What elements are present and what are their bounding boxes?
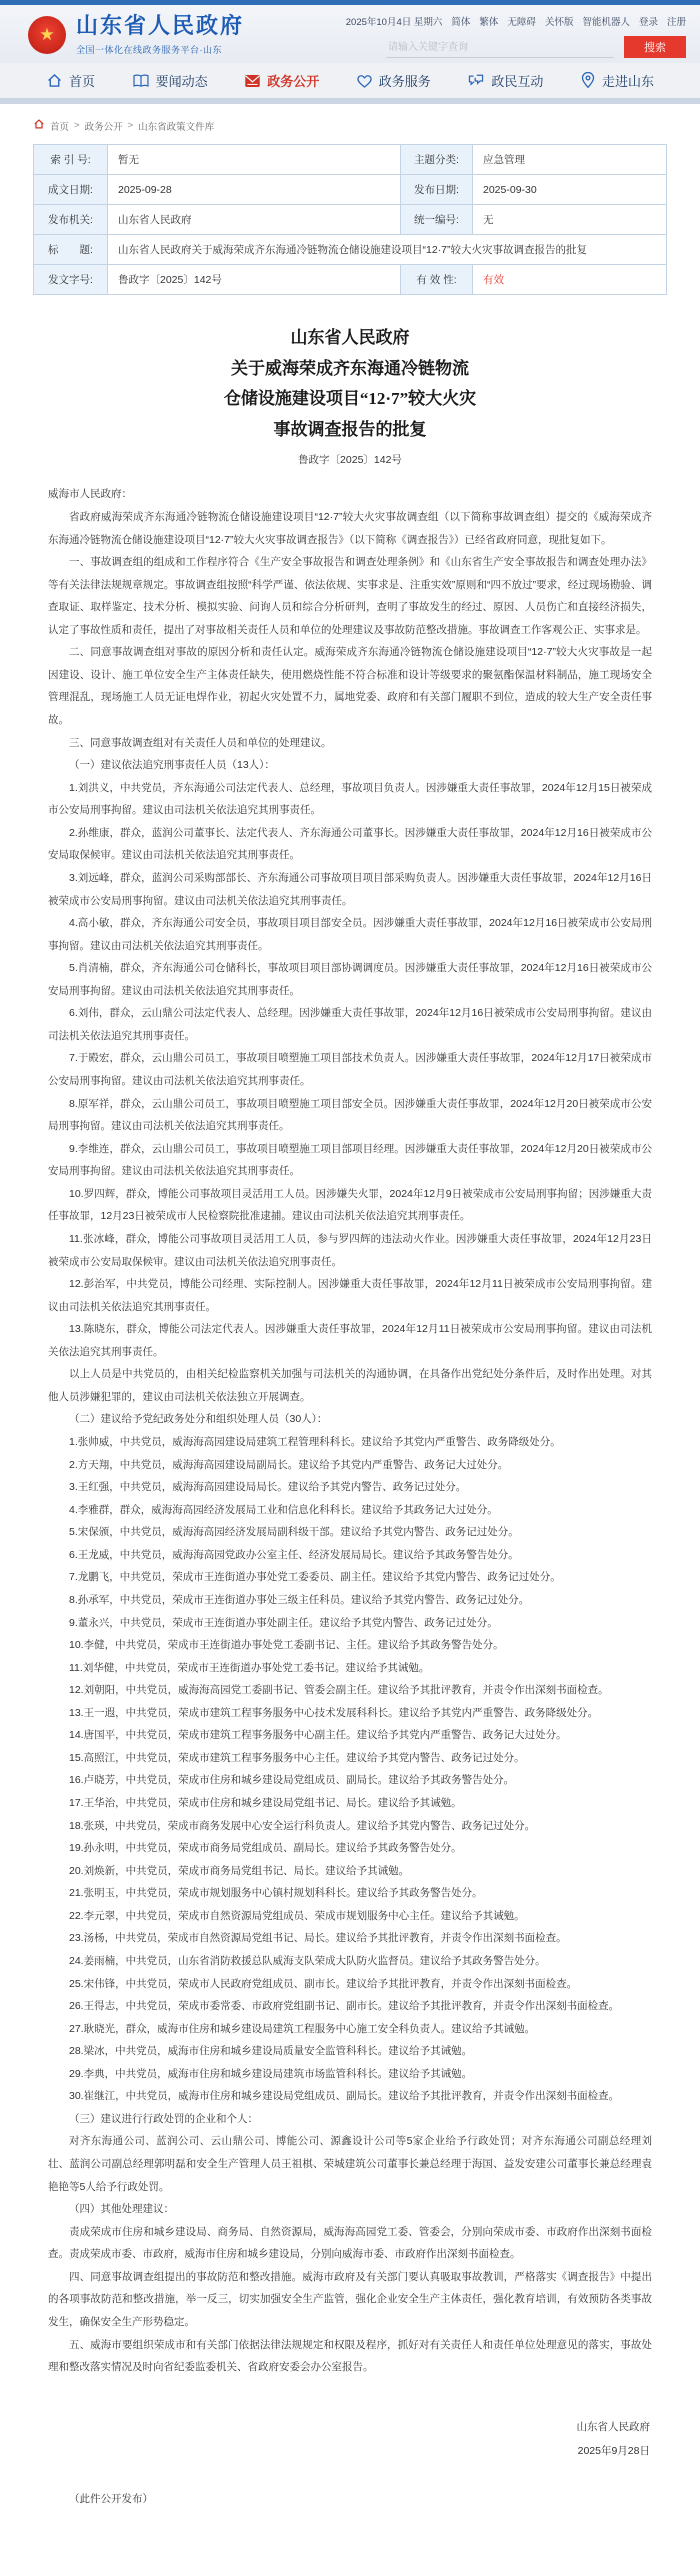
issuing-org-label: 发布机关: (34, 205, 108, 235)
unified-no-label: 统一编号: (401, 205, 473, 235)
document-meta-table (33, 144, 667, 295)
paragraph: 3.王红强，中共党员，威海海高园建设局局长。建议给予其党内警告、政务记过处分。 (69, 1481, 467, 1494)
document-number: 鲁政字〔2025〕142号 (298, 454, 402, 467)
paragraph: 16.卢晓芳，中共党员，荣成市住房和城乡建设局党组成员、副局长。建议给予其政务警告处分。 (69, 1774, 515, 1787)
site-title: 山东省人民政府 (76, 13, 245, 39)
paragraph: 28.梁冰，中共党员，威海市住房和城乡建设局质量安全监管科科长。建议给予其诫勉。 (69, 2045, 473, 2058)
paragraph: 12.彭治军，中共党员，博能公司经理、实际控制人。因涉嫌重大责任事故罪，2024年12月11日被荣成市公安局刑事拘留。建议由司法机关依法追究其刑事责任。 (48, 1278, 652, 1313)
nav-item-news[interactable]: 要闻动态 (132, 71, 208, 90)
paragraph: 以上人员是中共党员的，由相关纪检监察机关加强与司法机关的沟通协调，在具备作出党纪处分条件后，及时作出处理。对其他人员涉嫌犯罪的，建议由司法机关依法独立开展调查。 (48, 1368, 652, 1403)
validity-value: 有效 (473, 265, 667, 295)
publish-date-label: 发布日期: (401, 175, 473, 205)
news-icon (132, 73, 150, 89)
document-title: 山东省人民政府 关于威海荣成齐东海通冷链物流 仓储设施建设项目“12·7”较大火灾 事故调查报告的批复 (223, 328, 477, 439)
paragraph: 7.于殿宏，群众，云山鼎公司员工，事故项目喷塑施工项目部技术负责人。因涉嫌重大责任事故罪，2024年12月17日被荣成市公安局刑事拘留。建议由司法机关依法追究其刑事责任。 (48, 1052, 652, 1087)
document-body (48, 506, 652, 2379)
link-register[interactable]: 注册 (666, 17, 686, 28)
nav-item-services[interactable]: 政务服务 (356, 71, 431, 90)
paragraph: 17.王华治，中共党员，荣成市住房和城乡建设局党组书记、局长。建议给予其诫勉。 (69, 1797, 462, 1809)
paragraph: 9.李维连，群众，云山鼎公司员工，事故项目喷塑施工项目部项目经理。因涉嫌重大责任事故罪，2024年12月20日被荣成市公安局刑事拘留。建议由司法机关依法追究其刑事责任。 (48, 1142, 652, 1178)
table-row (34, 235, 667, 265)
index-no-value: 暂无 (108, 145, 401, 175)
search-button[interactable]: 搜索 (624, 36, 686, 58)
current-date: 2025年10月4日 星期六 (345, 17, 443, 28)
paragraph: 11.张冰峰，群众，博能公司事故项目灵活用工人员，参与罗四辉的违法动火作业。因涉嫌重大责任事故罪，2024年12月23日被荣成市公安局取保候审。建议由司法机关依法追究刑事责任。 (48, 1232, 652, 1268)
category-value: 应急管理 (473, 145, 667, 175)
table-row (34, 205, 667, 235)
paragraph: 27.耿晓光，群众，威海市住房和城乡建设局建筑工程服务中心施工安全科负责人。建议给予其诫勉。 (69, 2022, 536, 2035)
paragraph: 21.张明玉，中共党员，荣成市规划服务中心镇村规划科科长。建议给予其政务警告处分。 (69, 1887, 483, 1900)
paragraph: 三、同意事故调查组对有关责任人员和单位的处理建议。 (69, 736, 332, 749)
paragraph: 7.龙鹏飞，中共党员，荣成市王连街道办事处党工委委员、副主任。建议给予其党内警告、政务记过处分。 (69, 1571, 561, 1584)
signature-org: 山东省人民政府 (576, 2420, 650, 2433)
paragraph: 29.李典，中共党员，威海市住房和城乡建设局建筑市场监管科科长。建议给予其诫勉。 (69, 2067, 473, 2080)
link-traditional[interactable]: 繁体 (479, 17, 499, 28)
doc-no-label: 发文字号: (34, 265, 108, 295)
paragraph: 13.王一遐，中共党员，荣成市建筑工程事务服务中心技术发展科科长。建议给予其党内严重警告、政务降级处分。 (69, 1706, 599, 1719)
site-subtitle: 全国一体化在线政务服务平台·山东 (76, 44, 222, 55)
search-input[interactable] (386, 38, 614, 58)
paragraph: （三）建议进行行政处罚的企业和个人： (69, 2112, 258, 2125)
paragraph: 一、事故调查组的组成和工作程序符合《生产安全事故报告和调查处理条例》和《山东省生产安全事故报告和调查处理办法》等有关法律法规规章规定。事故调查组按照“科学严谨、依法依规、实事求是、注重实效”原则和“四不放过”要求，经过现场勘验、调查取证、取样鉴定、技术分析、模拟实验、问询人员和综合分析研判，查明了事故发生的经过、原因、人员伤亡和直接经济损失，认定了事故性质和责任，提出了对事故相关责任人员和单位的处理建议及事故防范整改措施。事故调查工作客观公正、实事求是。 (48, 556, 652, 636)
written-date-value: 2025-09-28 (108, 175, 401, 205)
services-icon (356, 73, 373, 89)
paragraph: 26.王得志，中共党员，荣成市委常委、市政府党组副书记、副市长。建议给予其批评教育，并责令作出深刻书面检查。 (69, 2000, 620, 2013)
paragraph: 25.宋伟锋，中共党员，荣成市人民政府党组成员、副市长。建议给予其批评教育，并责令作出深刻书面检查。 (69, 1977, 578, 1990)
main-nav (0, 63, 700, 104)
interaction-icon (467, 73, 485, 89)
paragraph: 14.唐国平，中共党员，荣成市建筑工程事务服务中心副主任。建议给予其党内严重警告、政务记大过处分。 (69, 1729, 567, 1742)
signature-block (48, 2415, 652, 2463)
category-label: 主题分类: (401, 145, 473, 175)
title-value: 山东省人民政府关于威海荣成齐东海通冷链物流仓储设施建设项目“12·7”较大火灾事故调查报告的批复 (108, 235, 667, 265)
paragraph: 对齐东海通公司、蓝润公司、云山鼎公司、博能公司、源鑫设计公司等5家企业给予行政处罚；对齐东海通公司副总经理刘壮、蓝润公司副总经理郭明磊和安全生产管理人员王祖棋、荣城建筑公司董事长兼总经理于海国、益发安建公司董事长兼总经理袁艳艳等5人给予行政处罚。 (48, 2135, 652, 2193)
paragraph: 8.孙承军，中共党员，荣成市王连街道办事处三级主任科员。建议给予其党内警告、政务记过处分。 (69, 1593, 530, 1606)
paragraph: 10.李健，中共党员，荣成市王连街道办事处党工委副书记、主任。建议给予其政务警告处分。 (69, 1639, 504, 1652)
nav-item-shandong[interactable]: 走进山东 (580, 71, 654, 90)
paragraph: 5.宋保颁，中共党员，威海海高园经济发展局副科级干部。建议给予其党内警告、政务记过处分。 (69, 1526, 519, 1539)
paragraph: 24.姜雨楠，中共党员，山东省消防救援总队威海支队荣成大队防火监督员。建议给予其政务警告处分。 (69, 1954, 546, 1967)
paragraph: 4.高小敏，群众，齐东海通公司安全员，事故项目项目部安全员。因涉嫌重大责任事故罪，2024年12月16日被荣成市公安局刑事拘留。建议由司法机关依法追究其刑事责任。 (48, 917, 652, 952)
paragraph: 23.汤杨，中共党员，荣成市自然资源局党组书记、局长。建议给予其批评教育，并责令作出深刻书面检查。 (69, 1932, 567, 1945)
document-content (0, 295, 700, 2560)
paragraph: 18.张瑛，中共党员，荣成市商务发展中心安全运行科负责人。建议给予其党内警告、政务记过处分。 (69, 1819, 536, 1832)
paragraph: （一）建议依法追究刑事责任人员（13人）： (69, 759, 275, 772)
paragraph: 19.孙永明，中共党员，荣成市商务局党组成员、副局长。建议给予其政务警告处分。 (69, 1842, 462, 1855)
breadcrumb-home-icon (33, 118, 45, 133)
paragraph: 5.肖清楠，群众，齐东海通公司仓储科长，事故项目项目部协调调度员。因涉嫌重大责任事故罪，2024年12月16日被荣成市公安局刑事拘留。建议由司法机关依法追究其刑事责任。 (48, 962, 652, 997)
breadcrumb-policy-library: 山东省政策文件库 (138, 121, 215, 133)
paragraph: 12.刘朝阳，中共党员，威海海高园党工委副书记、管委会副主任。建议给予其批评教育，并责令作出深刻书面检查。 (69, 1684, 609, 1697)
doc-no-value: 鲁政字〔2025〕142号 (108, 265, 401, 295)
site-brand[interactable] (28, 14, 244, 55)
publish-date-value: 2025-09-30 (473, 175, 667, 205)
paragraph: 11.刘华健，中共党员，荣成市王连街道办事处党工委书记。建议给予其诫勉。 (69, 1661, 430, 1674)
paragraph: 22.李元翠，中共党员，荣成市自然资源局党组成员、荣成市规划服务中心主任。建议给予其诫勉。 (69, 1909, 525, 1922)
link-accessibility[interactable]: 无障碍 (507, 17, 536, 28)
issuing-org-value: 山东省人民政府 (108, 205, 401, 235)
breadcrumb: 首页 > 政务公开 > 山东省政策文件库 (33, 118, 667, 133)
written-date-label: 成文日期: (34, 175, 108, 205)
unified-no-value: 无 (473, 205, 667, 235)
top-links (346, 14, 686, 28)
title-label: 标 题: (34, 235, 108, 265)
home-icon (46, 72, 63, 89)
paragraph: 10.罗四辉，群众，博能公司事故项目灵活用工人员。因涉嫌失火罪，2024年12月9日被荣成市公安局刑事拘留；因涉嫌重大责任事故罪，12月23日被荣成市人民检察院批准逮捕。建议由司法机关依法追究其刑事责任。 (48, 1187, 652, 1223)
map-pin-icon (580, 72, 596, 89)
paragraph: 2.孙维康，群众，蓝润公司董事长、法定代表人、齐东海通公司董事长。因涉嫌重大责任事故罪，2024年12月16日被荣成市公安局取保候审。建议由司法机关依法追究其刑事责任。 (48, 826, 652, 862)
national-emblem-logo: ★ (28, 16, 66, 54)
table-row (34, 145, 667, 175)
nav-item-disclosure[interactable]: 政务公开 (244, 71, 319, 90)
paragraph: 3.刘远峰，群众，蓝润公司采购部部长、齐东海通公司事故项目项目部采购负责人。因涉嫌重大责任事故罪，2024年12月16日被荣成市公安局刑事拘留。建议由司法机关依法追究其刑事责任。 (48, 871, 652, 907)
paragraph: 二、同意事故调查组对事故的原因分析和责任认定。威海荣成齐东海通冷链物流仓储设施建设项目“12·7”较大火灾事故是一起因建设、设计、施工单位安全生产主体责任缺失，使用燃烧性能不符合标准和设计等级要求的聚氨酯保温材料制品，施工现场安全管理混乱，现场施工人员无证电焊作业，初起火灾处置不力，属地党委、政府和有关部门履职不到位，造成的较大生产安全责任事故。 (48, 646, 652, 726)
signature-date: 2025年9月28日 (577, 2444, 650, 2457)
link-simplified[interactable]: 简体 (451, 17, 471, 28)
paragraph: 30.崔继江，中共党员，威海市住房和城乡建设局党组成员、副局长。建议给予其批评教育，并责令作出深刻书面检查。 (69, 2090, 620, 2103)
link-robot[interactable]: 智能机器人 (582, 17, 630, 28)
paragraph: 6.刘伟，群众，云山鼎公司法定代表人、总经理。因涉嫌重大责任事故罪，2024年12月16日被荣成市公安局刑事拘留。建议由司法机关依法追究其刑事责任。 (48, 1007, 652, 1042)
validity-label: 有 效 性: (401, 265, 473, 295)
paragraph: 1.刘洪义，中共党员，齐东海通公司法定代表人、总经理，事故项目负责人。因涉嫌重大责任事故罪，2024年12月15日被荣成市公安局刑事拘留。建议由司法机关依法追究其刑事责任。 (48, 781, 652, 817)
paragraph: 省政府威海荣成齐东海通冷链物流仓储设施建设项目“12·7”较大火灾事故调查组（以下简称事故调查组）提交的《威海荣成齐东海通冷链物流仓储设施建设项目“12·7”较大火灾事故调查报告》（以下简称《调查报告》）已经省政府同意，现批复如下。 (48, 510, 652, 546)
paragraph: （四）其他处理建议： (69, 2203, 174, 2216)
link-login[interactable]: 登录 (638, 17, 658, 28)
paragraph: 2.方天翔，中共党员，威海海高园建设局副局长。建议给予其党内严重警告、政务记大过处分。 (69, 1458, 509, 1471)
paragraph: 五、威海市要组织荣成市和有关部门依据法律法规规定和权限及程序，抓好对有关责任人和责任单位处理意见的落实，事故处理和整改落实情况及时向省纪委监委机关、省政府安委会办公室报告。 (48, 2338, 652, 2374)
site-header (0, 5, 700, 63)
paragraph: （二）建议给予党纪政务处分和组织处理人员（30人）： (69, 1413, 328, 1426)
paragraph: 6.王龙威，中共党员，威海海高园党政办公室主任、经济发展局局长。建议给予其政务警告处分。 (69, 1548, 519, 1561)
salutation: 威海市人民政府： (48, 488, 132, 501)
paragraph: 4.李雅群，群众，威海海高园经济发展局工业和信息化科科长。建议给予其政务记大过处分。 (69, 1503, 498, 1516)
table-row (34, 265, 667, 295)
table-row (34, 175, 667, 205)
index-no-label: 索 引 号: (34, 145, 108, 175)
disclosure-icon (244, 73, 261, 89)
paragraph: 20.刘焕新，中共党员，荣成市商务局党组书记、局长。建议给予其诫勉。 (69, 1864, 410, 1877)
paragraph: 8.原军祥，群众，云山鼎公司员工，事故项目喷塑施工项目部安全员。因涉嫌重大责任事故罪，2024年12月20日被荣成市公安局刑事拘留。建议由司法机关依法追究其刑事责任。 (48, 1097, 652, 1133)
link-care-version[interactable]: 关怀版 (544, 17, 574, 28)
paragraph: 1.张帅威，中共党员，威海海高园建设局建筑工程管理科科长。建议给予其党内严重警告、政务降级处分。 (69, 1436, 561, 1448)
nav-item-interaction[interactable]: 政民互动 (467, 71, 543, 90)
breadcrumb-disclosure[interactable]: 政务公开 (84, 121, 123, 133)
paragraph: 四、同意事故调查组提出的事故防范和整改措施。威海市政府及有关部门要认真吸取事故教训，严格落实《调查报告》中提出的各项事故防范和整改措施，举一反三，切实加强安全生产监管，强化企业安全生产主体责任，强化教育培训，有效预防各类事故发生，确保安全生产形势稳定。 (48, 2270, 652, 2328)
paragraph: 9.董永兴，中共党员，荣成市王连街道办事处副主任。建议给予其党内警告、政务记过处分。 (69, 1616, 498, 1629)
public-release-note: （此件公开发布） (69, 2492, 153, 2505)
breadcrumb-home[interactable]: 首页 (50, 121, 70, 133)
paragraph: 15.高照江，中共党员，荣成市建筑工程事务服务中心主任。建议给予其党内警告、政务记过处分。 (69, 1751, 525, 1764)
paragraph: 13.陈晓东，群众，博能公司法定代表人。因涉嫌重大责任事故罪，2024年12月11日被荣成市公安局刑事拘留。建议由司法机关依法追究其刑事责任。 (48, 1323, 652, 1358)
nav-item-home[interactable]: 首页 (46, 71, 95, 90)
paragraph: 责成荣成市住房和城乡建设局、商务局、自然资源局，威海海高园党工委、管委会，分别向荣成市委、市政府作出深刻书面检查。责成荣成市委、市政府，威海市住房和城乡建设局，分别向威海市委、市政府作出深刻书面检查。 (48, 2225, 652, 2261)
